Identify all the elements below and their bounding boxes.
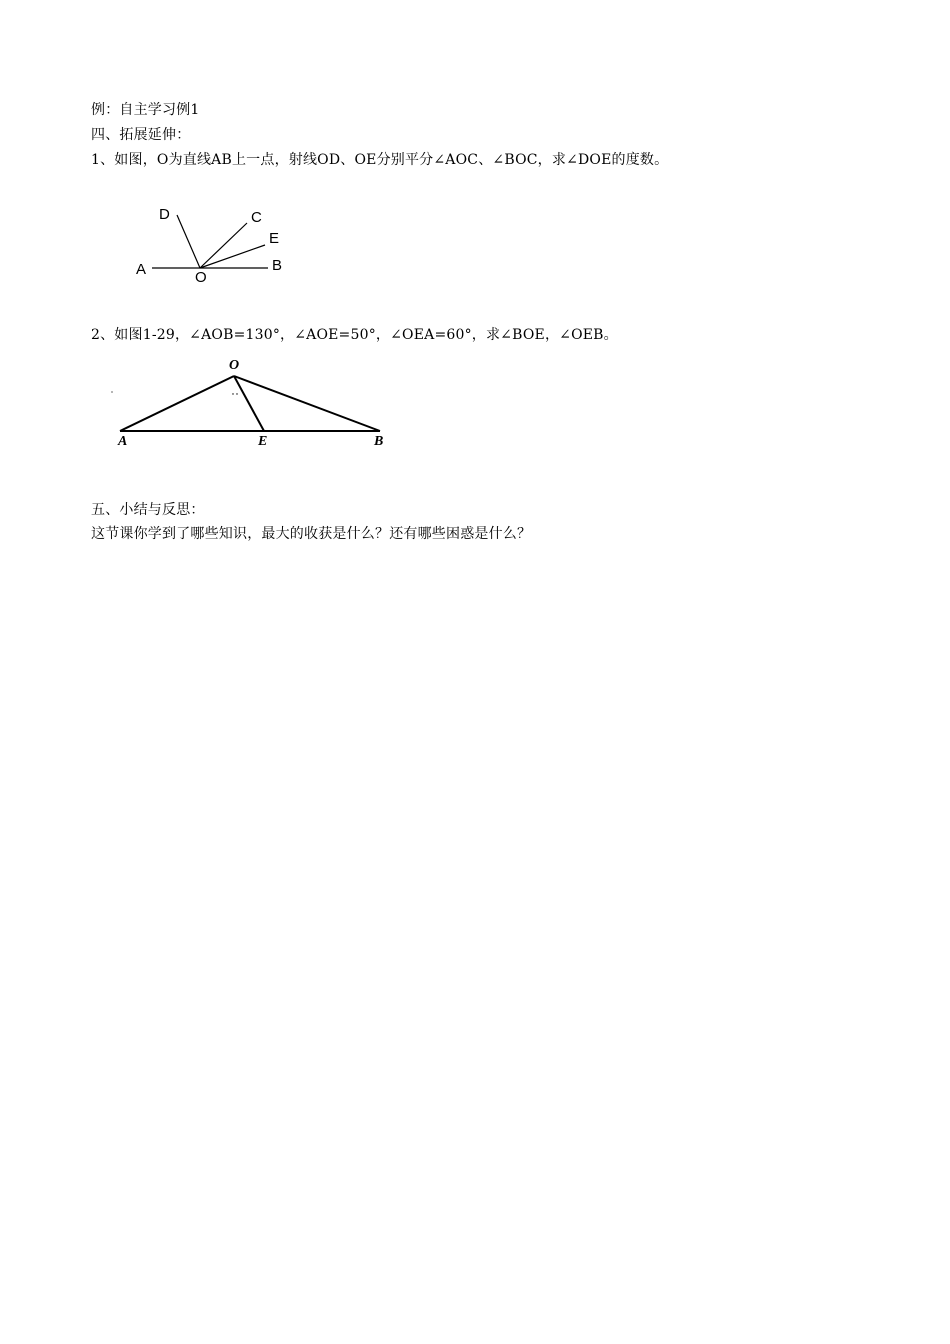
section-4-heading: 四、拓展延伸： [91,127,191,143]
label-c: C [251,209,262,226]
label-o: O [229,358,240,373]
label-e: E [258,434,268,449]
example-line: 例：自主学习例1 [91,102,200,118]
reflection-prompt: 这节课你学到了哪些知识，最大的收获是什么？还有哪些困惑是什么？ [91,526,532,542]
label-b: B [272,257,283,274]
question-1: 1、如图，O为直线AB上一点，射线OD、OE分别平分∠AOC、∠BOC，求∠DOE的度数。 [91,152,669,168]
label-e: E [269,230,280,247]
label-b: B [374,434,384,449]
segment-oa [120,376,234,431]
ray-od [177,215,200,268]
stray-dot [111,391,112,392]
segment-oe [234,376,264,431]
segment-ob [234,376,380,431]
angle-mark-dot [236,393,237,394]
label-o: O [195,269,207,286]
label-a: A [136,261,147,278]
ray-oe [200,245,265,268]
angle-mark-dot [232,393,233,394]
question-2: 2、如图1-29，∠AOB=130°，∠AOE=50°，∠OEA=60°，求∠BOE，∠OEB。 [91,327,618,343]
label-d: D [159,206,170,223]
section-5-heading: 五、小结与反思： [91,502,205,518]
ray-oc [200,223,247,268]
figure-1-angle-bisectors [120,195,300,290]
label-a: A [118,434,128,449]
figure-2-triangle [108,352,398,454]
